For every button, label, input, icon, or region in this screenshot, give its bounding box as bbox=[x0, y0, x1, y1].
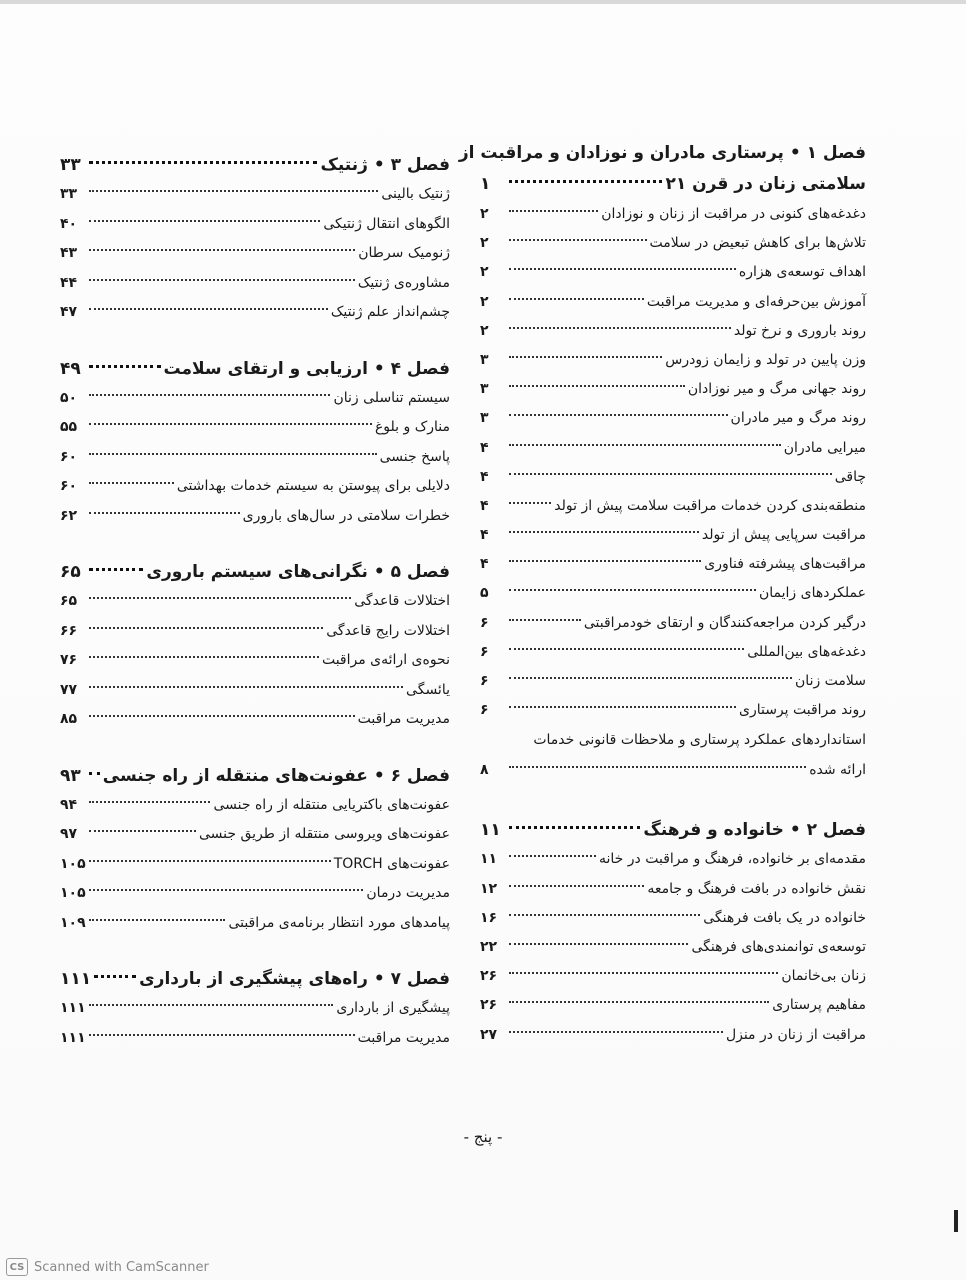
page-number: ۶۶ bbox=[60, 622, 78, 639]
toc-entry bbox=[480, 258, 866, 287]
toc-entry bbox=[60, 239, 450, 269]
entry-title: الگوهای انتقال ژنتیکی bbox=[323, 215, 450, 232]
page-number: ۲۷ bbox=[480, 1026, 498, 1043]
leader-dots bbox=[509, 826, 640, 829]
leader-dots bbox=[509, 180, 662, 183]
toc-entry bbox=[60, 850, 450, 880]
page-number: ۱ bbox=[480, 174, 491, 194]
toc-entry bbox=[480, 933, 866, 962]
entry-title: استانداردهای عملکرد پرستاری و ملاحظات قانونی خدمات bbox=[533, 732, 866, 749]
entry-title: توسعه‌ی توانمندی‌های فرهنگی bbox=[691, 938, 866, 955]
leader-dots bbox=[509, 502, 551, 504]
entry-title: عفونت‌های باکتریایی منتقله از راه جنسی bbox=[213, 796, 450, 813]
leader-dots bbox=[89, 686, 403, 688]
chapter-title: فصل ۲ • خانواده و فرهنگ bbox=[643, 820, 866, 841]
leader-dots bbox=[89, 365, 161, 368]
leader-dots bbox=[89, 801, 210, 803]
toc-right-column bbox=[458, 138, 866, 1050]
page-number: ۳۳ bbox=[60, 155, 81, 175]
toc-entry bbox=[480, 667, 866, 696]
entry-title: یائسگی bbox=[406, 681, 450, 698]
entry-title: ژنتیک بالینی bbox=[381, 186, 450, 202]
page-number: ۲ bbox=[480, 264, 489, 281]
chapter-title: فصل ۳ • ژنتیک bbox=[320, 155, 450, 175]
entry-title: مراقبت‌های پیشرفته فناوری bbox=[704, 556, 866, 573]
toc-entry-multiline bbox=[480, 725, 866, 755]
page-number: ۴۰ bbox=[60, 215, 78, 232]
entry-title: منطقه‌بندی کردن خدمات مراقبت سلامت پیش از تولد bbox=[554, 497, 866, 514]
leader-dots bbox=[94, 975, 136, 978]
toc-entry bbox=[480, 638, 866, 667]
toc-entry bbox=[480, 609, 866, 638]
toc-entry bbox=[60, 791, 450, 821]
scan-edge-mark bbox=[954, 1210, 958, 1232]
toc-entry bbox=[60, 587, 450, 617]
chapter-title: فصل ۶ • عفونت‌های منتقله از راه جنسی bbox=[102, 765, 450, 786]
leader-dots bbox=[509, 385, 685, 387]
toc-entry bbox=[60, 269, 450, 299]
entry-title: مراقبت از زنان در منزل bbox=[725, 1026, 866, 1043]
toc-entry bbox=[60, 210, 450, 240]
entry-title: عفونت‌های ویروسی منتقله از طریق جنسی bbox=[198, 826, 450, 842]
toc-entry bbox=[480, 346, 866, 375]
page-number: ۳ bbox=[480, 351, 489, 368]
entry-title: خانواده در یک بافت فرهنگی bbox=[703, 909, 866, 926]
leader-dots bbox=[509, 972, 778, 974]
leader-dots bbox=[89, 1034, 355, 1036]
leader-dots bbox=[509, 648, 744, 650]
page-number: ۱۲ bbox=[480, 880, 498, 897]
leader-dots bbox=[89, 308, 328, 310]
entry-title: دلایلی برای پیوستن به سیستم خدمات بهداشتی bbox=[176, 478, 450, 494]
chapter-7-heading bbox=[60, 964, 450, 994]
leader-dots bbox=[509, 914, 700, 916]
leader-dots bbox=[509, 473, 832, 475]
leader-dots bbox=[509, 531, 699, 533]
entry-title: روند مراقبت پرستاری bbox=[738, 702, 866, 719]
toc-entry bbox=[480, 317, 866, 346]
leader-dots bbox=[89, 220, 320, 222]
entry-title: چشم‌انداز علم ژنتیک bbox=[330, 304, 450, 320]
entry-title: روند جهانی مرگ و میر نوزادان bbox=[687, 381, 866, 398]
chapter-1-entries bbox=[480, 200, 866, 725]
page-number: ۹۳ bbox=[60, 765, 81, 786]
leader-dots bbox=[89, 161, 317, 164]
page-number: ۲۲ bbox=[480, 938, 498, 955]
leader-dots bbox=[89, 919, 225, 921]
leader-dots bbox=[89, 1004, 333, 1006]
page-number: ۲ bbox=[480, 293, 489, 310]
chapter-5-heading bbox=[60, 557, 450, 587]
toc-entry bbox=[480, 875, 866, 904]
entry-title: روند باروری و نرخ تولد bbox=[733, 322, 866, 339]
toc-left-column bbox=[60, 150, 450, 1053]
toc-entry-multiline-cont bbox=[480, 755, 866, 785]
chapter-3-entries bbox=[60, 180, 450, 328]
leader-dots bbox=[509, 414, 728, 416]
page-number: ۱۰۵ bbox=[60, 855, 86, 872]
page-number: ۱۱۱ bbox=[60, 969, 92, 989]
leader-dots bbox=[89, 190, 378, 192]
page-number: ۱۱ bbox=[480, 851, 498, 868]
toc-entry bbox=[480, 404, 866, 433]
page-number: ۶۵ bbox=[60, 593, 78, 609]
entry-title: مراقبت سرپایی پیش از تولد bbox=[701, 527, 866, 544]
page-number: ۴ bbox=[480, 439, 489, 456]
toc-entry bbox=[60, 994, 450, 1024]
toc-entry bbox=[60, 646, 450, 676]
entry-title: وزن پایین در تولد و زایمان زودرس bbox=[665, 351, 866, 368]
page-number: ۲ bbox=[480, 206, 489, 222]
page-number: ۷۶ bbox=[60, 652, 78, 668]
leader-dots bbox=[509, 766, 806, 768]
page-number: ۱۱۱ bbox=[60, 1029, 86, 1046]
leader-dots bbox=[509, 706, 736, 708]
entry-title: سیستم تناسلی زنان bbox=[333, 389, 450, 406]
page-number: ۶۵ bbox=[60, 562, 81, 582]
entry-title: مدیریت درمان bbox=[366, 885, 450, 901]
page-number: ۴۳ bbox=[60, 245, 78, 261]
page-number: ۹۷ bbox=[60, 826, 78, 842]
toc-entry bbox=[480, 991, 866, 1020]
chapter-1-heading bbox=[458, 138, 866, 169]
chapter-6-heading bbox=[60, 761, 450, 791]
leader-dots bbox=[509, 589, 756, 591]
page-number: ۶ bbox=[480, 614, 489, 631]
page-number: ۴ bbox=[480, 468, 489, 485]
leader-dots bbox=[509, 356, 662, 358]
entry-title: پیامدهای مورد انتظار برنامه‌ی مراقبتی bbox=[228, 914, 450, 931]
page-number: ۲ bbox=[480, 322, 489, 339]
page-number: ۱۶ bbox=[480, 909, 498, 926]
page-number: ۶۰ bbox=[60, 478, 78, 494]
leader-dots bbox=[89, 715, 355, 717]
page-number: ۸ bbox=[480, 762, 489, 779]
entry-title: مدیریت مراقبت bbox=[357, 711, 450, 727]
entry-title: چاقی bbox=[834, 468, 866, 485]
page-number: ۱۰۵ bbox=[60, 885, 86, 901]
leader-dots bbox=[509, 1001, 769, 1003]
page-number: ۲۶ bbox=[480, 997, 498, 1014]
entry-title: زنان بی‌خانمان bbox=[781, 968, 866, 985]
leader-dots bbox=[89, 249, 355, 251]
toc-entry bbox=[480, 521, 866, 550]
leader-dots bbox=[89, 772, 100, 775]
toc-entry bbox=[60, 180, 450, 210]
entry-title: دغدغه‌های بین‌المللی bbox=[747, 643, 866, 660]
page-number: ۲۶ bbox=[480, 968, 498, 985]
toc-entry bbox=[480, 492, 866, 521]
chapter-7-entries bbox=[60, 994, 450, 1053]
leader-dots bbox=[89, 512, 240, 514]
page-number: ۸۵ bbox=[60, 711, 78, 727]
leader-dots bbox=[509, 885, 644, 887]
page-number: ۲ bbox=[480, 235, 489, 252]
entry-title: پاسخ جنسی bbox=[379, 448, 450, 465]
entry-title: خطرات سلامتی در سال‌های باروری bbox=[242, 507, 450, 524]
chapter-4-entries bbox=[60, 384, 450, 532]
entry-title: عملکردهای زایمان bbox=[758, 585, 866, 602]
chapter-title: فصل ۷ • راه‌های پیشگیری از بارداری bbox=[139, 969, 450, 989]
toc-entry bbox=[480, 200, 866, 229]
chapter-title: فصل ۱ • پرستاری مادران و نوزادان و مراقبت از bbox=[458, 143, 866, 163]
leader-dots bbox=[509, 444, 781, 446]
entry-title: تلاش‌ها برای کاهش تبعیض در سلامت bbox=[649, 235, 866, 252]
toc-entry bbox=[60, 443, 450, 473]
toc-entry bbox=[60, 705, 450, 735]
scanner-text: Scanned with CamScanner bbox=[34, 1259, 209, 1275]
entry-title: درگیر کردن مراجعه‌کنندگان و ارتقای خودمراقبتی bbox=[583, 614, 866, 631]
leader-dots bbox=[89, 279, 355, 281]
leader-dots bbox=[89, 656, 319, 658]
page-number: ۷۷ bbox=[60, 681, 78, 698]
entry-title: آموزش بین‌حرفه‌ای و مدیریت مراقبت bbox=[646, 293, 866, 310]
leader-dots bbox=[89, 423, 372, 425]
entry-title: اختلالات قاعدگی bbox=[354, 593, 450, 609]
entry-title: منارک و بلوغ bbox=[374, 419, 450, 435]
leader-dots bbox=[509, 943, 688, 945]
page-number: ۱۱۱ bbox=[60, 1000, 86, 1016]
page-number: ۶ bbox=[480, 643, 489, 660]
leader-dots bbox=[89, 453, 377, 455]
chapter-title: فصل ۵ • نگرانی‌های سیستم باروری bbox=[146, 562, 450, 582]
leader-dots bbox=[509, 619, 581, 621]
chapter-5-entries bbox=[60, 587, 450, 735]
page-number: ۱۰۹ bbox=[60, 914, 86, 931]
entry-title: روند مرگ و میر مادران bbox=[730, 410, 866, 427]
leader-dots bbox=[89, 830, 196, 832]
page-number: ۹۴ bbox=[60, 796, 78, 813]
page-number: ۴۹ bbox=[60, 358, 81, 379]
chapter-2-entries bbox=[480, 845, 866, 1049]
leader-dots bbox=[509, 239, 647, 241]
toc-entry bbox=[480, 463, 866, 492]
toc-entry bbox=[480, 579, 866, 608]
toc-entry bbox=[60, 879, 450, 909]
entry-title: نحوه‌ی ارائه‌ی مراقبت bbox=[321, 652, 450, 668]
toc-entry bbox=[60, 820, 450, 850]
toc-entry bbox=[60, 676, 450, 706]
toc-entry bbox=[60, 413, 450, 443]
leader-dots bbox=[89, 627, 323, 629]
toc-entry bbox=[480, 550, 866, 579]
page-number: ۵ bbox=[480, 585, 489, 602]
page-number: ۵۰ bbox=[60, 389, 78, 406]
entry-title: اختلالات رایج قاعدگی bbox=[326, 622, 450, 639]
page-number: ۱۱ bbox=[480, 820, 501, 841]
entry-title: اهداف توسعه‌ی هزاره bbox=[738, 264, 866, 281]
chapter-title: فصل ۴ • ارزیابی و ارتقای سلامت bbox=[163, 358, 450, 379]
top-edge bbox=[0, 0, 966, 4]
leader-dots bbox=[509, 677, 792, 679]
toc-entry bbox=[480, 434, 866, 463]
chapter-4-heading bbox=[60, 354, 450, 384]
entry-title: مقدمه‌ای بر خانواده، فرهنگ و مراقبت در خانه bbox=[599, 851, 866, 868]
entry-title: نقش خانواده در بافت فرهنگ و جامعه bbox=[647, 880, 866, 897]
page-number: ۴۴ bbox=[60, 274, 78, 291]
leader-dots bbox=[509, 327, 731, 329]
page-number: ۴ bbox=[480, 556, 489, 573]
page-number: ۳۳ bbox=[60, 186, 78, 202]
toc-entry bbox=[480, 962, 866, 991]
page-label: - پنج - bbox=[463, 1128, 503, 1146]
entry-title: ارائه شده bbox=[809, 762, 866, 779]
toc-entry bbox=[60, 909, 450, 939]
chapter-title: سلامتی زنان در قرن ۲۱ bbox=[665, 174, 866, 194]
toc-entry bbox=[60, 298, 450, 328]
entry-title: ژنومیک سرطان bbox=[358, 245, 450, 261]
leader-dots bbox=[509, 560, 701, 562]
leader-dots bbox=[89, 482, 174, 484]
chapter-1-heading-cont bbox=[480, 169, 866, 200]
leader-dots bbox=[509, 1031, 723, 1033]
entry-title: مفاهیم پرستاری bbox=[772, 997, 866, 1014]
leader-dots bbox=[89, 889, 363, 891]
toc-entry bbox=[60, 617, 450, 647]
leader-dots bbox=[89, 568, 143, 571]
entry-title: سلامت زنان bbox=[795, 673, 866, 689]
scanner-watermark bbox=[0, 1254, 266, 1280]
page-number: ۳ bbox=[480, 410, 489, 427]
toc-entry bbox=[60, 1024, 450, 1054]
leader-dots bbox=[89, 394, 330, 396]
leader-dots bbox=[509, 210, 598, 212]
page-number: ۶۰ bbox=[60, 448, 78, 465]
page-number: ۴۷ bbox=[60, 304, 78, 320]
entry-title: مشاوره‌ی ژنتیک bbox=[357, 274, 450, 291]
toc-entry bbox=[480, 229, 866, 258]
toc-entry bbox=[480, 904, 866, 933]
entry-title: پیشگیری از بارداری bbox=[336, 1000, 450, 1016]
toc-entry bbox=[480, 696, 866, 725]
page-number: ۳ bbox=[480, 381, 489, 398]
page-number: ۶ bbox=[480, 702, 489, 719]
entry-title: عفونت‌های TORCH bbox=[333, 855, 450, 872]
toc-entry bbox=[60, 384, 450, 414]
toc-entry bbox=[60, 472, 450, 502]
chapter-2-heading bbox=[480, 815, 866, 845]
entry-title: دغدغه‌های کنونی در مراقبت از زنان و نوزادان bbox=[601, 206, 866, 222]
toc-entry bbox=[480, 375, 866, 404]
leader-dots bbox=[509, 298, 644, 300]
toc-entry bbox=[60, 502, 450, 532]
page-footer bbox=[0, 1128, 966, 1146]
leader-dots bbox=[509, 268, 736, 270]
toc-entry bbox=[480, 845, 866, 874]
entry-title: میرایی مادران bbox=[783, 439, 866, 456]
page-number: ۶ bbox=[480, 673, 489, 689]
page-number: ۵۵ bbox=[60, 419, 78, 435]
toc-entry bbox=[480, 1021, 866, 1050]
leader-dots bbox=[89, 860, 331, 862]
page-number: ۴ bbox=[480, 497, 489, 514]
camscanner-logo-icon: CS bbox=[6, 1258, 28, 1276]
page-number: ۶۲ bbox=[60, 507, 78, 524]
toc-entry bbox=[480, 288, 866, 317]
leader-dots bbox=[89, 597, 351, 599]
chapter-3-heading bbox=[60, 150, 450, 180]
leader-dots bbox=[509, 855, 596, 857]
entry-title: مدیریت مراقبت bbox=[357, 1029, 450, 1046]
page-number: ۴ bbox=[480, 527, 489, 544]
chapter-6-entries bbox=[60, 791, 450, 939]
